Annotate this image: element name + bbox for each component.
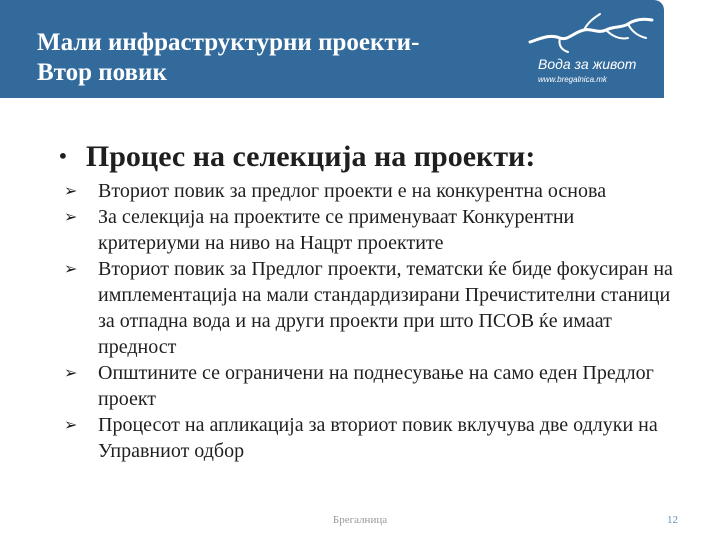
river-logo-icon [528,8,658,58]
title-line-1: Мали инфраструктурни проекти- [37,29,420,56]
logo-url: www.bregalnica.mk [538,75,607,84]
list-item-text: Вториот повик за предлог проекти е на конкурентна основа [98,180,607,202]
bullet-list [64,178,674,464]
arrowhead-bullet-icon: ➢ [64,181,78,200]
list-item [64,204,674,256]
list-item-text: Вториот повик за Предлог проекти, тематски ќе биде фокусиран на имплементација на мали стандардизирани Пречистителни станици за отпадна вода и на други проекти при што ПСОВ ќе имаат предност [98,258,673,358]
list-item-text: Општините се ограничени на поднесување на само еден Предлог проект [98,362,654,410]
heading-row [57,140,535,174]
list-item [64,412,674,464]
footer-center-text: Брегалница [332,514,388,526]
title-band [0,0,664,98]
logo-text: Вода за живот [538,56,637,72]
list-item [64,178,674,204]
list-item [64,256,674,360]
list-item-text: Процесот на апликација за вториот повик вклучува две одлуки на Управниот одбор [98,414,658,462]
list-item [64,360,674,412]
arrowhead-bullet-icon: ➢ [64,363,78,382]
logo [528,8,658,90]
slide-title [37,28,419,88]
list-item-text: За селекција на проектите се применуваат Конкурентни критериуми на ниво на Нацрт проектите [98,206,575,254]
title-line-2: Втор повик [37,59,167,86]
page-number: 12 [667,514,678,526]
arrowhead-bullet-icon: ➢ [64,207,78,226]
arrowhead-bullet-icon: ➢ [64,415,78,434]
main-bullet-icon: • [57,144,69,168]
arrowhead-bullet-icon: ➢ [64,259,78,278]
section-heading: Процес на селекција на проекти: [85,140,536,173]
